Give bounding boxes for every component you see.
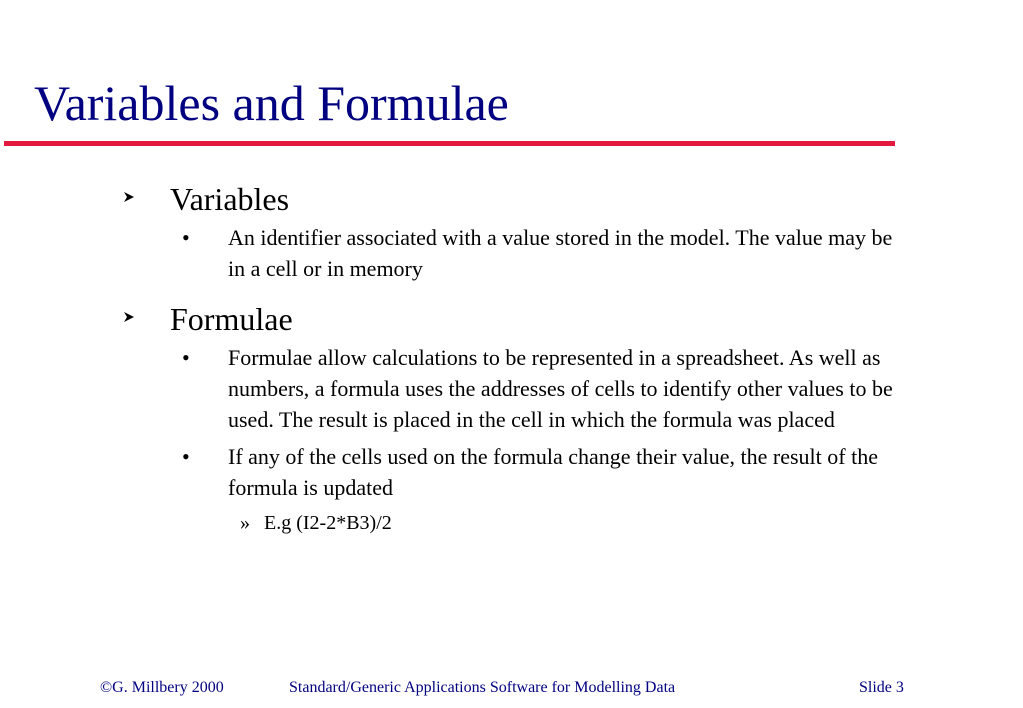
title-underline [4, 141, 895, 146]
bullet-marker: • [182, 444, 190, 469]
sub-bullet-text: E.g (I2-2*B3)/2 [264, 512, 392, 534]
arrowhead-bullet-icon [122, 190, 136, 204]
section-heading-variables [122, 180, 902, 218]
bullet-marker: • [182, 225, 190, 250]
section-heading-formulae [122, 300, 902, 338]
arrowhead-bullet-icon [122, 310, 136, 324]
section-heading-label: Variables [170, 181, 290, 217]
section-heading-label: Formulae [170, 301, 293, 337]
footer-slide-number: Slide 3 [859, 679, 904, 696]
bullet-item [122, 342, 902, 435]
bullet-text: An identifier associated with a value stored in the model. The value may be in a cell or in memory [228, 225, 893, 281]
bullet-marker: • [182, 345, 190, 370]
sub-bullet-marker: » [240, 512, 250, 534]
bullet-item [122, 441, 902, 503]
slide-title: Variables and Formulae [34, 75, 509, 131]
footer-course-title: Standard/Generic Applications Software for Modelling Data [289, 679, 676, 696]
footer-copyright: ©G. Millbery 2000 [100, 679, 224, 696]
bullet-text: If any of the cells used on the formula change their value, the result of the formula is updated [228, 444, 878, 500]
bullet-text: Formulae allow calculations to be represented in a spreadsheet. As well as numbers, a formula uses the addresses of cells to identify other values to be used. The result is placed in the cell in which the formula was placed [228, 345, 893, 432]
bullet-item [122, 222, 902, 284]
slide-content [122, 180, 902, 537]
sub-bullet-item [122, 509, 902, 537]
